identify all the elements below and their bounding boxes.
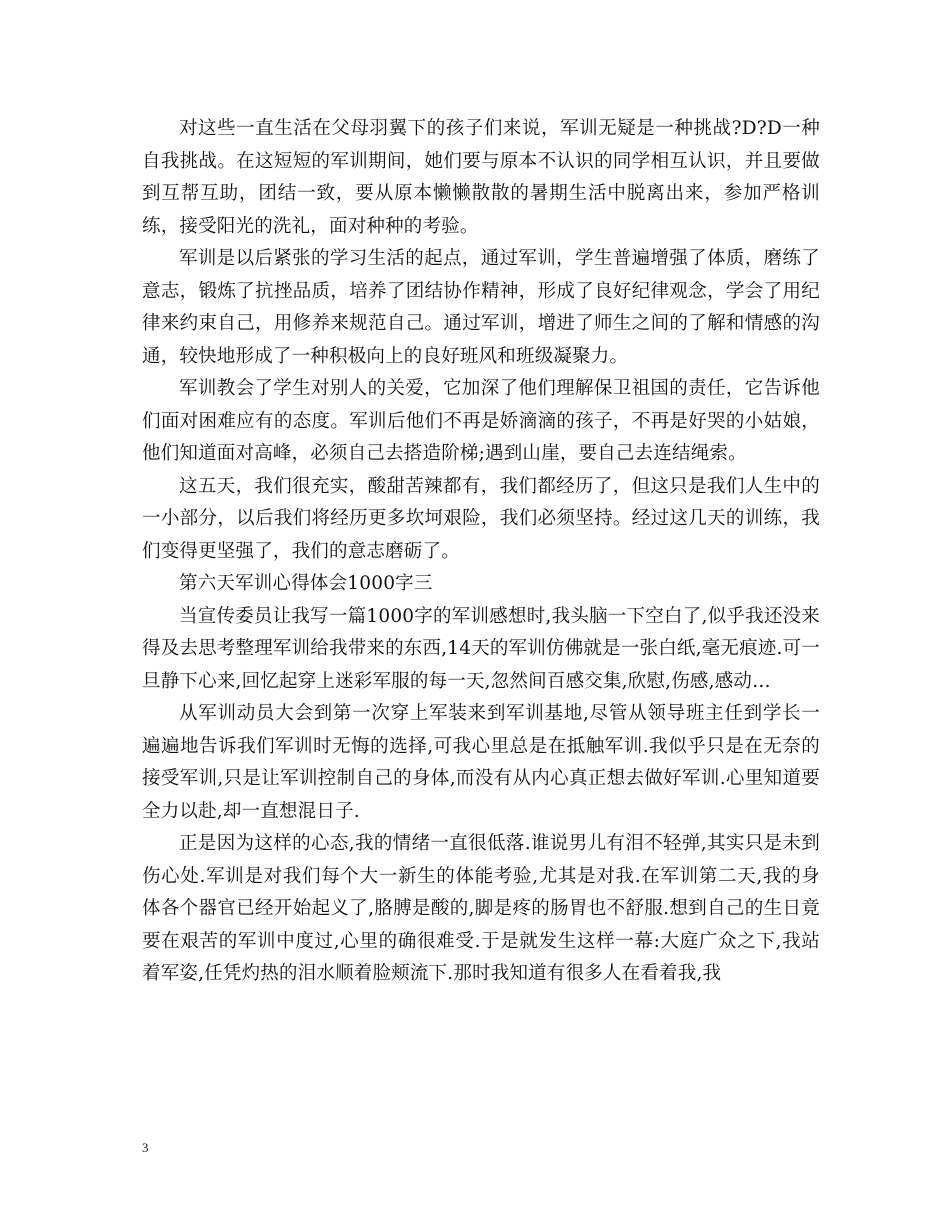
paragraph-7: 正是因为这样的心态,我的情绪一直很低落.谁说男儿有泪不轻弹,其实只是未到伤心处.军训是对我们每个大一新生的体能考验,尤其是对我.在军训第二天,我的身体各个器官已经开始起义了,胳膊是酸的,脚是疼的肠胃也不舒服.想到自己的生日竟要在艰苦的军训中度过,心里的确很难受.于是就发生这样一幕:大庭广众之下,我站着军姿,任凭灼热的泪水顺着脸颊流下.那时我知道有很多人在看着我,我 [142, 833, 820, 984]
paragraph-6: 从军训动员大会到第一次穿上军装来到军训基地,尽管从领导班主任到学长一遍遍地告诉我们军训时无悔的选择,可我心里总是在抵触军训.我似乎只是在无奈的接受军训,只是让军训控制自己的身体,而没有从内心真正想去做好军训.心里知道要全力以赴,却一直想混日子. [142, 703, 820, 822]
paragraph-2: 军训是以后紧张的学习生活的起点，通过军训，学生普遍增强了体质，磨练了意志，锻炼了抗挫品质，培养了团结协作精神，形成了良好纪律观念，学会了用纪律来约束自己，用修养来规范自己。通过军训，增进了师生之间的了解和情感的沟通，较快地形成了一种积极向上的良好班风和班级凝聚力。 [142, 248, 820, 367]
paragraph-3: 军训教会了学生对别人的关爱，它加深了他们理解保卫祖国的责任，它告诉他们面对困难应有的态度。军训后他们不再是娇滴滴的孩子，不再是好哭的小姑娘，他们知道面对高峰，必须自己去搭造阶梯;遇到山崖，要自己去连结绳索。 [142, 378, 820, 464]
paragraph-4: 这五天，我们很充实，酸甜苦辣都有，我们都经历了，但这只是我们人生中的一小部分，以后我们将经历更多坎坷艰险，我们必须坚持。经过这几天的训练，我们变得更坚强了，我们的意志磨砺了。 [142, 475, 820, 562]
section-heading: 第六天军训心得体会1000字三 [179, 573, 433, 594]
page-number: 3 [142, 1140, 149, 1155]
document-body [142, 113, 820, 991]
paragraph-1: 对这些一直生活在父母羽翼下的孩子们来说，军训无疑是一种挑战?D?D一种自我挑战。在这短短的军训期间，她们要与原本不认识的同学相互认识，并且要做到互帮互助，团结一致，要从原本懒懒散散的暑期生活中脱离出来，参加严格训练，接受阳光的洗礼，面对种种的考验。 [142, 118, 820, 237]
paragraph-5: 当宣传委员让我写一篇1000字的军训感想时,我头脑一下空白了,似乎我还没来得及去思考整理军训给我带来的东西,14天的军训仿佛就是一张白纸,毫无痕迹.可一旦静下心来,回忆起穿上迷彩军服的每一天,忽然间百感交集,欣慰,伤感,感动… [142, 605, 820, 692]
